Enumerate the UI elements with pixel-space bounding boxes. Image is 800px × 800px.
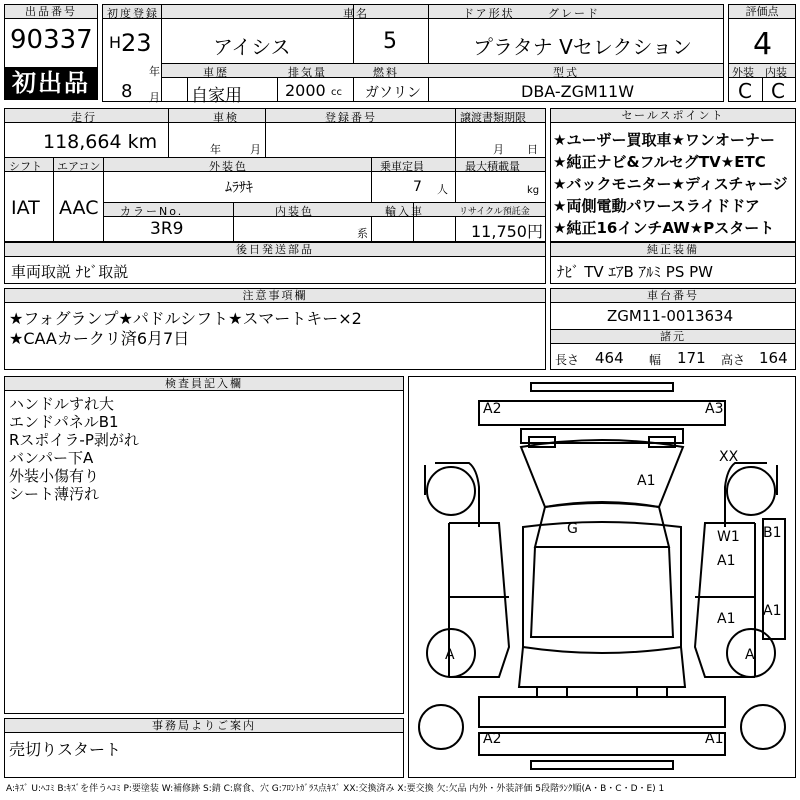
selling-point: ★バックモニター★ディスチャージ — [553, 175, 788, 193]
height-value: 164 — [759, 349, 788, 367]
chassis-value: ZGM11-0013634 — [607, 307, 734, 325]
inspector-line: シート薄汚れ — [9, 485, 100, 503]
load-unit: kg — [527, 185, 540, 196]
inspector-label: 検査員記入欄 — [5, 377, 403, 391]
diagram-mark: A — [445, 647, 455, 663]
inspector-box — [4, 376, 404, 714]
docs-label: 譲渡書類期限 — [460, 111, 526, 124]
exterior-color: ﾑﾗｻｷ — [225, 180, 253, 196]
length-value: 464 — [595, 349, 624, 367]
exterior-label: 外装色 — [209, 160, 248, 173]
car-diagram — [408, 376, 796, 778]
insp-year-unit: 年 — [210, 143, 221, 156]
first-listing-badge: 初出品 — [5, 67, 97, 99]
selling-label: セールスポイント — [551, 109, 795, 123]
lot-number: 90337 — [10, 25, 93, 55]
model-value: DBA-ZGM11W — [521, 82, 635, 101]
fuel-value: ガソリン — [365, 85, 421, 101]
note-line: ★CAAカークリ済6月7日 — [9, 329, 190, 348]
car-name-label: 車名 — [343, 7, 369, 20]
chassis-box — [550, 288, 796, 370]
equipment-value: ﾅﾋﾞ TV ｴｱB ｱﾙﾐ PS PW — [557, 263, 713, 281]
office-box — [4, 718, 404, 778]
diagram-mark: W1 — [717, 529, 740, 545]
inspector-line: ハンドルすれ大 — [9, 395, 115, 413]
office-value: 売切りスタート — [9, 740, 122, 759]
footer-legend: A:ｷｽﾞ U:ﾍｺﾐ B:ｷｽﾞを伴うﾍｺﾐ P:要塗装 W:補修跡 S:錆 C:腐食、穴 G:ﾌﾛﾝﾄｶﾞﾗｽ点ｷｽﾞ XX:交換済み X:要交換 欠:欠品 内外・外装評価 5段階ﾗﾝｸ順(A・B・C・D・E) 1 — [6, 784, 665, 794]
diagram-mark: A3 — [705, 401, 724, 417]
history-label: 車歴 — [203, 66, 229, 79]
parts-value: 車両取説 ﾅﾋﾞ取説 — [11, 263, 129, 281]
displacement-label: 排気量 — [288, 66, 327, 79]
diagram-mark: A1 — [763, 603, 782, 619]
inspector-line: Rスポイラ-P剥がれ — [9, 431, 139, 449]
office-label: 事務局よりご案内 — [5, 719, 403, 733]
ac-value: AAC — [59, 197, 99, 219]
inspector-line: バンパー下A — [9, 449, 94, 467]
notes-label: 注意事項欄 — [5, 289, 545, 303]
color-no-label: カラーNo. — [120, 205, 184, 218]
selling-points-box — [550, 108, 796, 242]
ext-grade: C — [738, 79, 752, 103]
dims-label: 諸元 — [551, 330, 795, 344]
grade-label: グレード — [548, 7, 600, 20]
selling-point: ★ユーザー買取車★ワンオーナー — [553, 131, 775, 149]
diagram-mark: A1 — [717, 611, 736, 627]
capacity-unit: 人 — [437, 183, 448, 196]
vehicle-details-box — [4, 108, 546, 242]
displacement-value: 2000 — [285, 81, 326, 100]
diagram-mark: A1 — [705, 731, 724, 747]
month-unit: 月 — [149, 91, 160, 104]
score-value: 4 — [753, 27, 773, 62]
height-label: 高さ — [721, 353, 746, 367]
car-info-box — [102, 4, 724, 106]
reg-era: H — [109, 33, 122, 52]
selling-point: ★両側電動パワースライドドア — [553, 197, 760, 215]
score-label: 評価点 — [729, 5, 795, 19]
load-label: 最大積載量 — [465, 160, 520, 173]
mileage-label: 走行 — [71, 111, 97, 124]
shift-value: IAT — [11, 197, 40, 219]
interior-suffix: 系 — [357, 227, 368, 240]
ac-label: エアコン — [57, 160, 101, 173]
inspection-label: 車検 — [213, 111, 239, 124]
color-no-value: 3R9 — [150, 219, 184, 239]
diagram-mark: B1 — [763, 525, 782, 541]
int-grade: C — [771, 79, 785, 103]
lot-box — [4, 4, 98, 100]
reg-label: 初度登録 — [107, 7, 159, 20]
car-outline-svg — [409, 377, 795, 777]
parts-box — [4, 242, 546, 284]
notes-box — [4, 288, 546, 370]
shift-label: シフト — [9, 160, 42, 173]
int-label: 内装 — [765, 66, 787, 79]
diagram-mark: XX — [719, 449, 739, 465]
history-value: 自家用 — [191, 86, 242, 106]
diagram-mark: A2 — [483, 731, 502, 747]
recycle-label: リサイクル預託金 — [459, 207, 530, 217]
ext-label: 外装 — [732, 66, 754, 79]
mileage-value: 118,664 km — [43, 131, 158, 153]
recycle-value: 11,750円 — [471, 222, 543, 241]
chassis-label: 車台番号 — [551, 289, 795, 303]
width-value: 171 — [677, 349, 706, 367]
diagram-mark: A1 — [717, 553, 736, 569]
diagram-mark: G — [567, 521, 578, 537]
doors-value: 5 — [383, 29, 397, 54]
interior-label: 内装色 — [275, 205, 314, 218]
inspector-line: エンドパネルB1 — [9, 413, 119, 431]
lot-label: 出品番号 — [5, 5, 97, 19]
fuel-label: 燃料 — [373, 66, 399, 79]
reg-month: 8 — [121, 81, 133, 102]
note-line: ★フォグランプ★パドルシフト★スマートキー×2 — [9, 309, 362, 328]
equipment-box — [550, 242, 796, 284]
width-label: 幅 — [649, 353, 662, 367]
import-label: 輸入車 — [385, 205, 424, 218]
length-label: 長さ — [555, 353, 580, 367]
equipment-label: 純正装備 — [551, 243, 795, 257]
model-label: 型式 — [553, 66, 579, 79]
parts-label: 後日発送部品 — [5, 243, 545, 257]
insp-month-unit: 月 — [250, 143, 261, 156]
diagram-mark: A1 — [637, 473, 656, 489]
diagram-mark: A2 — [483, 401, 502, 417]
score-box — [728, 4, 796, 102]
grade-value: プラタナ Vセレクション — [473, 35, 693, 59]
plate-label: 登録番号 — [325, 111, 377, 124]
diagram-mark: A — [745, 647, 755, 663]
door-label: ドア形状 — [463, 7, 515, 20]
selling-point: ★純正ナビ&フルセグTV★ETC — [553, 153, 766, 171]
docs-month-unit: 月 — [493, 143, 504, 156]
capacity-label: 乗車定員 — [380, 160, 424, 173]
year-unit: 年 — [149, 65, 160, 78]
capacity-value: 7 — [413, 179, 422, 195]
docs-day-unit: 日 — [527, 143, 538, 156]
car-name: アイシス — [213, 35, 291, 59]
reg-year: 23 — [121, 29, 152, 57]
selling-point: ★純正16インチAW★Pスタート — [553, 219, 775, 237]
displacement-unit: cc — [331, 87, 342, 98]
inspector-line: 外装小傷有り — [9, 467, 100, 485]
